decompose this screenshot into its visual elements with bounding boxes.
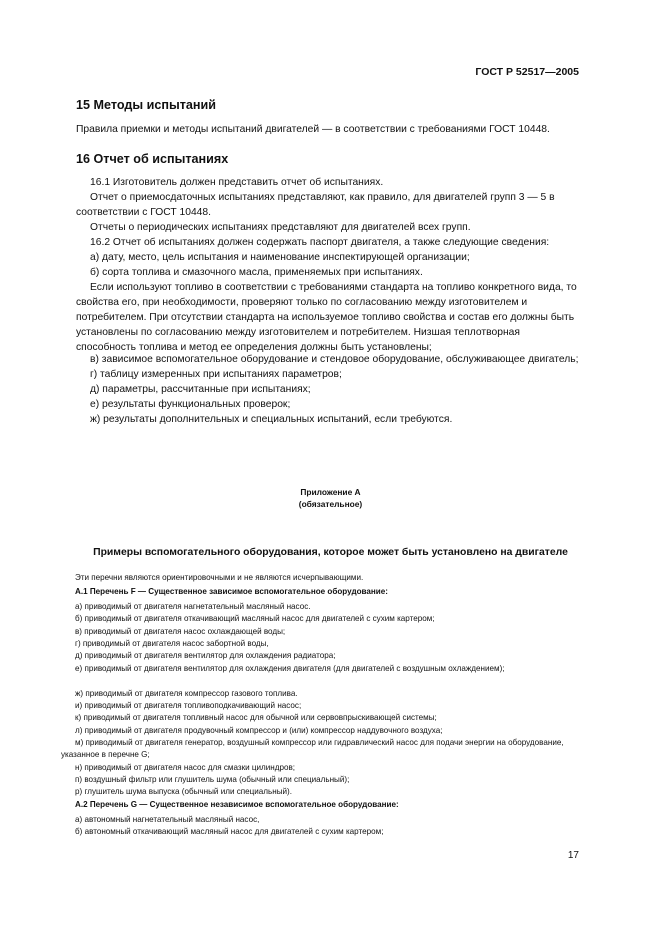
list-f-item: д) приводимый от двигателя вентилятор для охлаждения радиатора; [75,651,336,660]
list-item-zh: ж) результаты дополнительных и специальных испытаний, если требуются. [90,414,453,425]
list-f-item: г) приводимый от двигателя насос забортной воды, [75,639,269,648]
list-item-b: б) сорта топлива и смазочного масла, применяемых при испытаниях. [90,267,423,278]
appendix-intro: Эти перечни являются ориентировочными и не являются исчерпывающими. [75,573,364,582]
list-g-item: б) автономный откачивающий масляный насос для двигателей с сухим картером; [75,827,384,836]
list-f-item: е) приводимый от двигателя вентилятор для охлаждения двигателя (для двигателей с воздушным охлаждением); [75,664,505,673]
list-f-item: в) приводимый от двигателя насос охлаждающей воды; [75,627,286,636]
appendix-label: Приложение А [300,487,361,497]
section-15-text: Правила приемки и методы испытаний двигателей — в соответствии с требованиями ГОСТ 10448. [76,124,550,135]
section-15-title: 15 Методы испытаний [76,98,216,112]
list-f-item: ж) приводимый от двигателя компрессор газового топлива. [75,689,298,698]
page-number: 17 [567,850,579,861]
list-f-item: п) воздушный фильтр или глушитель шума (обычный или специальный); [75,775,350,784]
list-f-item: р) глушитель шума выпуска (обычный или специальный). [75,787,292,796]
list-g-title: А.2 Перечень G — Существенное независимое вспомогательное оборудование: [75,800,399,809]
paragraph-16-1: 16.1 Изготовитель должен представить отчет об испытаниях. [90,177,384,188]
paragraph-16-2: 16.2 Отчет об испытаниях должен содержать паспорт двигателя, а также следующие сведения: [90,237,550,248]
paragraph-acceptance-tests: Отчет о приемосдаточных испытаниях представляют, как правило, для двигателей групп 3 — 5 в соответствии с ГОСТ 10448. [76,192,555,219]
list-g-item: а) автономный нагнетательный масляный насос, [75,815,260,824]
appendix-status: (обязательное) [298,499,363,509]
list-f-item: б) приводимый от двигателя откачивающий масляный насос для двигателей с сухим картером; [75,614,435,623]
list-f-title: А.1 Перечень F — Существенное зависимое вспомогательное оборудование: [75,587,388,596]
list-f-item: н) приводимый от двигателя насос для смазки цилиндров; [75,763,296,772]
paragraph-periodic-tests: Отчеты о периодических испытаниях представляют для двигателей всех групп. [90,222,471,233]
section-16-title: 16 Отчет об испытаниях [76,152,229,166]
list-item-v: в) зависимое вспомогательное оборудование и стендовое оборудование, обслуживающее двигатель; [90,354,579,365]
list-f-item: к) приводимый от двигателя топливный насос для обычной или сервовпрыскивающей системы; [75,713,437,722]
paragraph-fuel: Если используют топливо в соответствии с требованиями стандарта на топливо конкретного вида, то свойства его, при необходимости, проверяют только по согласованию между изготовителем и потребителем. При отсутствии стандарта на используемое топливо свойства и состав его должны быть установлены по согласованию между изготовителем и потребителем. Низшая теплотворная способность топлива и метод ее определения должны быть установлены; [76,282,577,354]
list-item-e: е) результаты функциональных проверок; [90,399,291,410]
list-item-a: а) дату, место, цель испытания и наименование инспектирующей организации; [90,252,470,263]
list-f-item: а) приводимый от двигателя нагнетательный масляный насос. [75,602,311,611]
document-code: ГОСТ Р 52517—2005 [475,66,579,78]
list-f-item: и) приводимый от двигателя топливоподкачивающий насос; [75,701,302,710]
list-item-d: д) параметры, рассчитанные при испытаниях; [90,384,311,395]
list-f-item: м) приводимый от двигателя генератор, воздушный компрессор или гидравлический насос для подачи энергии на оборудование, указанное в перечне G; [61,738,564,759]
list-item-g: г) таблицу измеренных при испытаниях параметров; [90,369,342,380]
appendix-title: Примеры вспомогательного оборудования, которое может быть установлено на двигателе [93,547,568,558]
list-f-item: л) приводимый от двигателя продувочный компрессор и (или) компрессор наддувочного воздуха; [75,726,443,735]
